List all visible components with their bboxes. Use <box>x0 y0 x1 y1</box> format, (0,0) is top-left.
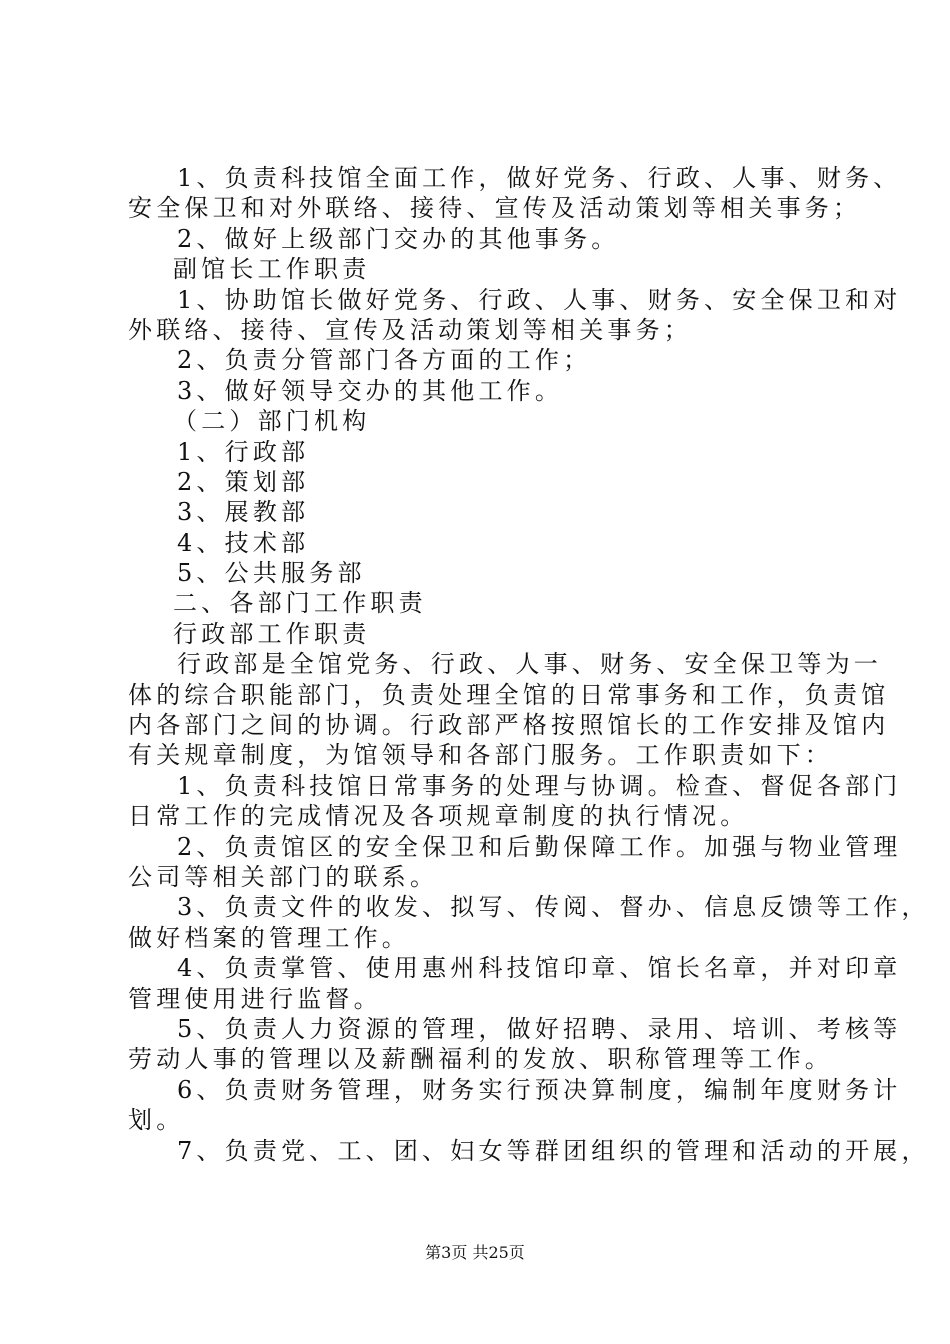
text-line: 3、做好领导交办的其他工作。 <box>177 376 564 405</box>
text-line: 2、做好上级部门交办的其他事务。 <box>177 224 620 253</box>
text-line: 有关规章制度，为馆领导和各部门服务。工作职责如下： <box>128 741 833 770</box>
document-body <box>128 163 930 1166</box>
page-number-footer: 第3页 共25页 <box>425 1243 525 1262</box>
list-item: 3、展教部 <box>177 498 310 527</box>
list-item: 5、公共服务部 <box>177 559 366 588</box>
text-line: 劳动人事的管理以及薪酬福利的发放、职称管理等工作。 <box>128 1045 833 1074</box>
text-line: 7、负责党、工、团、妇女等群团组织的管理和活动的开展， <box>177 1136 930 1165</box>
text-line: 2、负责馆区的安全保卫和后勤保障工作。加强与物业管理 <box>177 832 902 861</box>
text-line: 划。 <box>128 1106 185 1135</box>
text-line: 1、协助馆长做好党务、行政、人事、财务、安全保卫和对 <box>177 285 902 314</box>
section-heading: 行政部工作职责 <box>173 619 371 648</box>
text-line: 公司等相关部门的联系。 <box>128 862 439 891</box>
section-heading: 二、各部门工作职责 <box>173 589 427 618</box>
text-line: 安全保卫和对外联络、接待、宣传及活动策划等相关事务； <box>128 194 862 223</box>
text-line: 行政部是全馆党务、行政、人事、财务、安全保卫等为一 <box>177 650 882 679</box>
text-line: 2、负责分管部门各方面的工作； <box>177 346 592 375</box>
text-line: 做好档案的管理工作。 <box>128 923 410 952</box>
text-line: 外联络、接待、宣传及活动策划等相关事务； <box>128 315 692 344</box>
text-line: 1、负责科技馆全面工作，做好党务、行政、人事、财务、 <box>177 164 902 192</box>
text-line: 5、负责人力资源的管理，做好招聘、录用、培训、考核等 <box>177 1014 902 1043</box>
text-line: 6、负责财务管理，财务实行预决算制度，编制年度财务计 <box>177 1075 902 1104</box>
list-item: 4、技术部 <box>177 528 310 557</box>
text-line: 管理使用进行监督。 <box>128 984 382 1013</box>
text-line: 3、负责文件的收发、拟写、传阅、督办、信息反馈等工作， <box>177 893 930 922</box>
text-line: 体的综合职能部门，负责处理全馆的日常事务和工作，负责馆 <box>128 680 890 709</box>
text-line: 4、负责掌管、使用惠州科技馆印章、馆长名章，并对印章 <box>177 954 902 983</box>
list-item: 2、策划部 <box>177 467 310 496</box>
section-heading: 副馆长工作职责 <box>173 255 371 284</box>
section-heading: （二）部门机构 <box>173 407 371 436</box>
text-line: 日常工作的完成情况及各项规章制度的执行情况。 <box>128 802 749 831</box>
text-line: 内各部门之间的协调。行政部严格按照馆长的工作安排及馆内 <box>128 711 890 740</box>
text-line: 1、负责科技馆日常事务的处理与协调。检查、督促各部门 <box>177 771 902 800</box>
list-item: 1、行政部 <box>177 437 310 466</box>
